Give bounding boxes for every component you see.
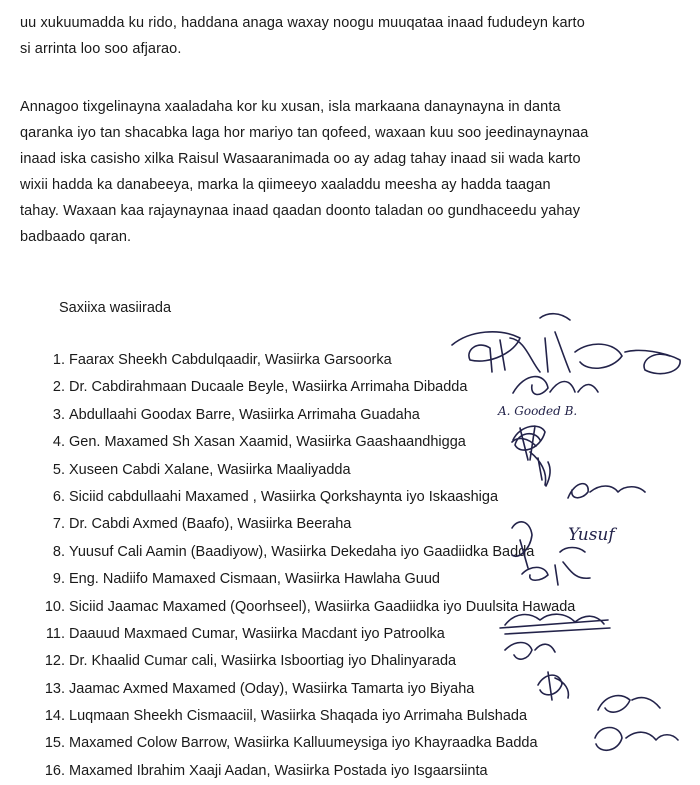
list-item-text: Siciid cabdullaahi Maxamed , Wasiirka Qorkshaynta iyo Iskaashiga xyxy=(69,488,499,505)
list-item-text: Xuseen Cabdi Xalane, Wasiirka Maaliyadda xyxy=(69,461,351,478)
paragraph-request xyxy=(20,94,680,250)
list-item-number: 14. xyxy=(44,708,65,725)
list-item-number: 8. xyxy=(52,543,65,560)
list-item-number: 16. xyxy=(44,762,65,779)
list-item-text: Maxamed Ibrahim Xaaji Aadan, Wasiirka Postada iyo Isgaarsiinta xyxy=(69,762,488,779)
minister-list-item xyxy=(36,648,575,675)
minister-list-item xyxy=(36,429,575,456)
list-item-number: 5. xyxy=(52,461,65,478)
minister-list-item xyxy=(36,374,575,401)
paragraph-line: wixii hadda ka danabeeya, marka la qiimeeyo xaaladdu meesha ay hadda taagan xyxy=(20,177,551,193)
list-item-text: Daauud Maxmaed Cumar, Wasiirka Macdant iyo Patroolka xyxy=(69,625,445,642)
paragraph-line: inaad iska casisho xilka Raisul Wasaaranimada oo ay adag tahay inaad sii wada karto xyxy=(20,151,581,167)
list-item-text: Luqmaan Sheekh Cismaaciil, Wasiirka Shaqada iyo Arrimaha Bulshada xyxy=(69,708,528,725)
minister-list-item xyxy=(36,730,575,757)
list-item-text: Dr. Cabdi Axmed (Baafo), Wasiirka Beeraha xyxy=(69,516,352,533)
list-item-number: 4. xyxy=(52,434,65,451)
minister-signature-list xyxy=(36,347,578,785)
list-item-text: Gen. Maxamed Sh Xasan Xaamid, Wasiirka Gaashaandhigga xyxy=(69,434,466,451)
list-item-text: Dr. Khaalid Cumar cali, Wasiirka Isboortiag iyo Dhalinyarada xyxy=(69,653,457,670)
minister-list-item xyxy=(36,758,575,785)
signature-8-text: Yusuf xyxy=(568,525,615,545)
list-item-number: 12. xyxy=(44,653,65,670)
minister-list-item xyxy=(36,594,575,621)
minister-list-item xyxy=(36,347,575,374)
paragraph-line: badbaado qaran. xyxy=(20,229,132,245)
paragraph-line: Annagoo tixgelinayna xaaladaha kor ku xusan, isla markaana danaynayna in danta xyxy=(20,99,561,115)
signature-14 xyxy=(598,696,660,712)
list-item-number: 6. xyxy=(52,488,65,505)
minister-list-item xyxy=(36,539,575,566)
list-item-text: Abdullaahi Goodax Barre, Wasiirka Arrimaha Guadaha xyxy=(69,406,420,423)
list-item-text: Maxamed Colow Barrow, Wasiirka Kalluumeysiga iyo Khayraadka Badda xyxy=(69,735,538,752)
list-item-text: Faarax Sheekh Cabdulqaadir, Wasiirka Garsoorka xyxy=(69,352,392,368)
list-item-number: 13. xyxy=(44,680,65,697)
minister-list-item xyxy=(36,676,575,703)
signature-3-text: A. Gooded B. xyxy=(498,404,578,418)
paragraph-line: si arrinta loo soo afjarao. xyxy=(20,41,182,57)
minister-list-item xyxy=(36,621,575,648)
minister-list-item xyxy=(36,511,575,538)
list-item-number: 11. xyxy=(45,625,65,642)
paragraph-line: tahay. Waxaan kaa rajaynaynaa inaad qaadan doonto taladan oo gundhaceedu yahay xyxy=(20,203,581,219)
list-item-number: 1. xyxy=(52,352,65,368)
minister-list-item xyxy=(36,566,575,593)
list-item-number: 9. xyxy=(52,571,65,588)
signatures-heading: Saxiixa wasiirada xyxy=(59,300,172,316)
signature-6 xyxy=(568,484,645,498)
list-item-number: 3. xyxy=(52,406,65,423)
list-item-number: 7. xyxy=(52,516,65,533)
paragraph-intro-continuation xyxy=(20,10,680,62)
minister-list-item xyxy=(36,402,578,429)
minister-list-item xyxy=(36,457,575,484)
paragraph-line: uu xukuumadda ku rido, haddana anaga waxay noogu muuqataa inaad fududeyn karto xyxy=(20,15,585,31)
signature-15 xyxy=(595,728,678,751)
list-item-number: 2. xyxy=(52,379,65,396)
minister-list-item xyxy=(36,703,575,730)
list-item-text: Dr. Cabdirahmaan Ducaale Beyle, Wasiirka Arrimaha Dibadda xyxy=(69,379,468,396)
minister-list-item xyxy=(36,484,575,511)
list-item-text: Siciid Jaamac Maxamed (Qoorhseel), Wasiirka Gaadiidka iyo Duulsita Hawada xyxy=(69,598,576,615)
paragraph-line: qaranka iyo tan shacabka laga hor mariyo tan qofeed, waxaan kuu soo jeedinaynaynaa xyxy=(20,125,589,141)
list-item-number: 15. xyxy=(44,735,65,752)
list-item-text: Eng. Nadiifo Mamaxed Cismaan, Wasiirka Hawlaha Guud xyxy=(69,571,440,588)
list-item-text: Jaamac Axmed Maxamed (Oday), Wasiirka Tamarta iyo Biyaha xyxy=(69,680,475,697)
list-item-number: 10. xyxy=(44,598,65,615)
list-item-text: Yuusuf Cali Aamin (Baadiyow), Wasiirka Dekedaha iyo Gaadiidka Badda xyxy=(69,543,535,560)
